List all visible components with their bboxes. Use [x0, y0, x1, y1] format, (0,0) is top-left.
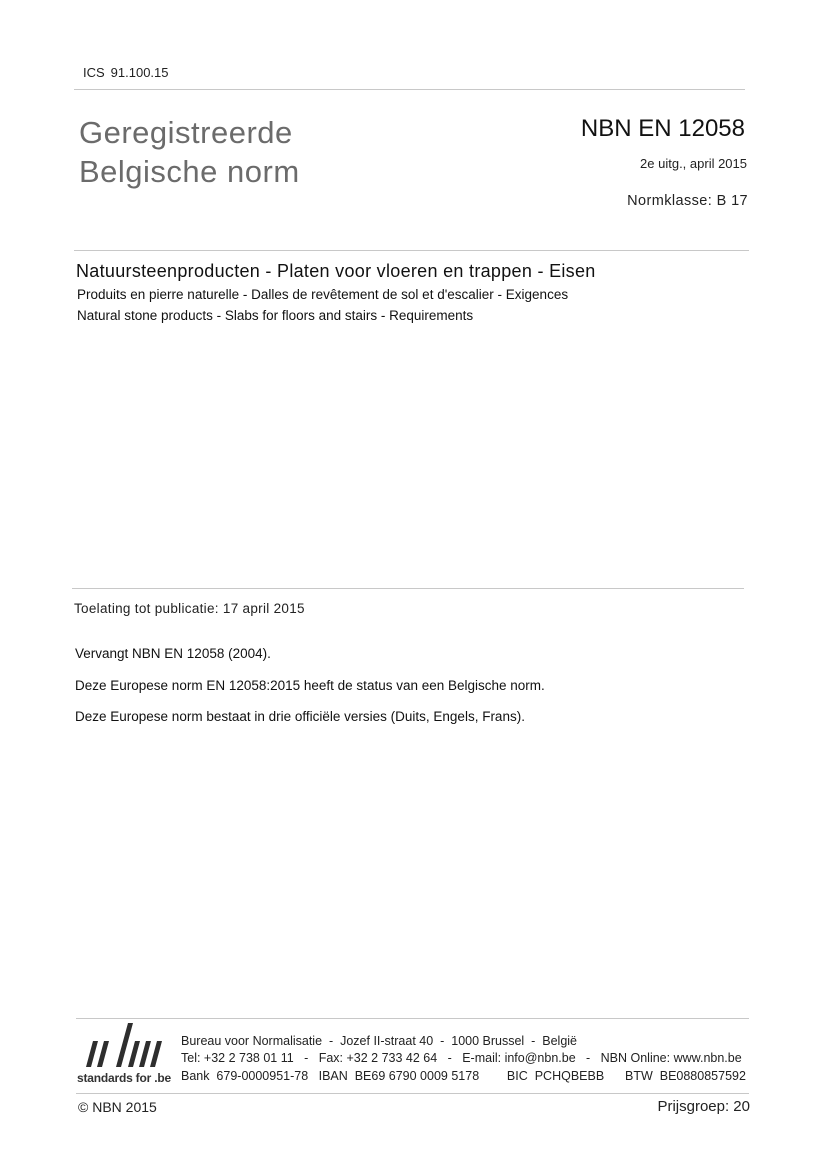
footer-bank: Bank 679-0000951-78 IBAN BE69 6790 0009 5178 BIC PCHQBEBB BTW BE0880857592 — [181, 1069, 746, 1083]
document-type — [79, 113, 300, 191]
header-divider — [74, 89, 745, 90]
title-dutch: Natuursteenproducten - Platen voor vloeren en trappen - Eisen — [76, 261, 596, 281]
title-english: Natural stone products - Slabs for floors and stairs - Requirements — [77, 308, 474, 323]
versions-note: Deze Europese norm bestaat in drie officiële versies (Duits, Engels, Frans). — [75, 709, 525, 724]
ics-code — [83, 65, 169, 80]
logo-tagline: standards for .be — [77, 1071, 171, 1085]
norm-identifier: NBN EN 12058 — [580, 115, 745, 142]
footer-contact: Tel: +32 2 738 01 11 - Fax: +32 2 733 42 64 - E-mail: info@nbn.be - NBN Online: www.nbn.be — [181, 1051, 742, 1065]
copyright: © NBN 2015 — [78, 1099, 157, 1115]
footer-bottom-divider — [76, 1093, 749, 1094]
replaces-note: Vervangt NBN EN 12058 (2004). — [75, 646, 271, 661]
edition-info: 2e uitg., april 2015 — [640, 156, 747, 171]
publication-admission: Toelating tot publicatie: 17 april 2015 — [74, 601, 305, 616]
norm-class: Normklasse: B 17 — [627, 193, 748, 209]
price-group: Prijsgroep: 20 — [657, 1098, 750, 1115]
title-divider — [74, 250, 749, 251]
footer-top-divider — [76, 1018, 749, 1019]
nbn-logo — [77, 1023, 169, 1089]
ics-value: 91.100.15 — [110, 65, 169, 80]
status-note: Deze Europese norm EN 12058:2015 heeft de status van een Belgische norm. — [75, 678, 545, 693]
document-type-line2: Belgische norm — [79, 154, 300, 189]
footer-address: Bureau voor Normalisatie - Jozef II-straat 40 - 1000 Brussel - België — [181, 1034, 578, 1048]
ics-label: ICS — [83, 65, 105, 80]
title-french: Produits en pierre naturelle - Dalles de revêtement de sol et d'escalier - Exigences — [77, 287, 569, 302]
nbn-logo-icon — [77, 1023, 169, 1069]
document-type-line1: Geregistreerde — [79, 115, 293, 150]
publication-divider — [72, 588, 744, 589]
